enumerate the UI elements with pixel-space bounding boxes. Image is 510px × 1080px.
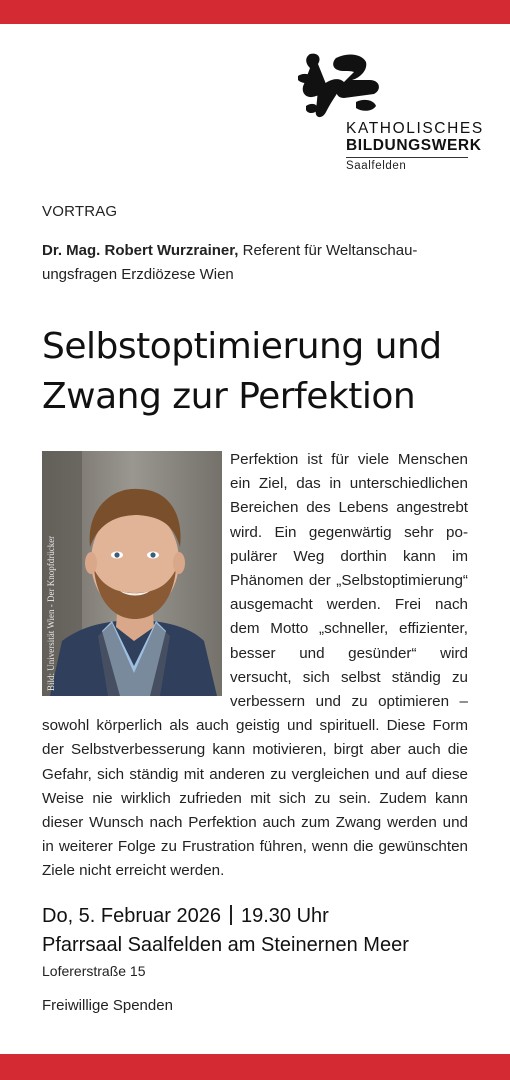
top-accent-bar (0, 0, 510, 24)
admission-note: Freiwillige Spenden (42, 997, 173, 1014)
bottom-accent-bar (0, 1054, 510, 1080)
logo-text-bildungswerk: BILDUNGSWERK (346, 137, 482, 154)
title-line-1: Selbstoptimierung und (42, 326, 442, 367)
event-address: Lofererstraße 15 (42, 963, 146, 979)
event-time: 19.30 Uhr (241, 905, 329, 927)
photo-credit: Bild: Universität Wien - Der Knopfdrücker (46, 535, 56, 691)
event-date: Do, 5. Februar 2026 (42, 905, 221, 927)
kbw-brush-logo-icon (296, 50, 386, 125)
event-type-label: VORTRAG (42, 203, 118, 220)
article-body-text: Perfektion ist für viele Menschen ein Ziel, das in unterschiedlichen Bereichen des Lebens angestrebt wird. Ein gegenwärtig sehr populärer Weg dorthin kann im Phänomen der „Selbstoptimierung“ ausgemacht werden. Frei nach dem Motto „schneller, effizienter, besser und gesünder“ wird versucht, sich selbst ständig zu verbessern und zu optimieren – sowohl körperlich als auch geistig und spirituell. Diese Form der Selbstverbesserung kann motivieren, birgt aber auch die Gefahr, sich ständig mit anderen zu vergleichen und auf diese Weise nie wirklich zufrieden mit sich zu sein. Zudem kann dieser Wunsch nach Perfektion auch zum Zwang werden und in weiterer Folge zu Frustration führen, wenn die gewünschten Ziele nicht erreicht werden. (42, 451, 468, 880)
speaker-info (42, 239, 472, 287)
event-date-time (42, 905, 329, 928)
organization-logo (296, 50, 484, 180)
page-title (42, 322, 492, 422)
portrait-photo (42, 451, 222, 696)
speaker-photo (42, 451, 222, 696)
date-time-separator (230, 905, 232, 925)
logo-text-location: Saalfelden (346, 160, 407, 172)
logo-divider (346, 157, 468, 158)
title-line-2: Zwang zur Perfektion (42, 376, 416, 417)
speaker-name: Dr. Mag. Robert Wurzrainer, (42, 242, 239, 259)
event-venue: Pfarrsaal Saalfelden am Steinernen Meer (42, 934, 409, 956)
logo-text-katholisches: KATHOLISCHES (346, 120, 484, 137)
speaker-role: Referent für Weltanschauungsfragen Erzdiözese Wien (42, 242, 418, 283)
